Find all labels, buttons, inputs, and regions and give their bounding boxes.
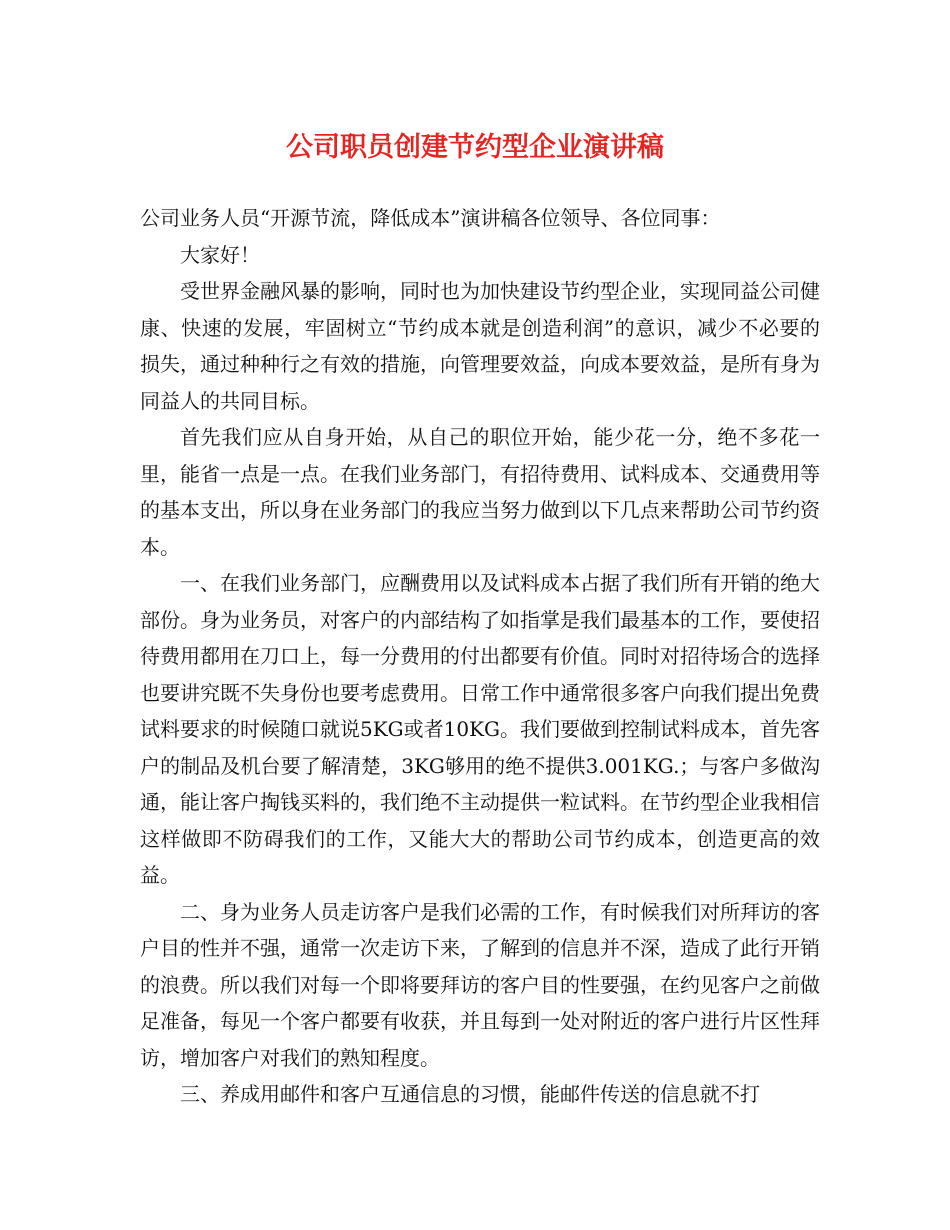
document-body	[140, 200, 820, 1113]
paragraph-point-two: 二、身为业务人员走访客户是我们必需的工作，有时候我们对所拜访的客户目的性并不强，通常一次走访下来，了解到的信息并不深，造成了此行开销的浪费。所以我们对每一个即将要拜访的客户目的性要强，在约见客户之前做足准备，每见一个客户都要有收获，并且每到一处对附近的客户进行片区性拜访，增加客户对我们的熟知程度。	[140, 899, 820, 1070]
paragraph-greeting: 大家好！	[180, 242, 260, 267]
paragraph-salutation: 公司业务人员“开源节流，降低成本”演讲稿各位领导、各位同事：	[140, 206, 721, 230]
paragraph-intro: 受世界金融风暴的影响，同时也为加快建设节约型企业，实现同益公司健康、快速的发展，牢固树立“节约成本就是创造利润”的意识，减少不必要的损失，通过种种行之有效的措施，向管理要效益，向成本要效益，是所有身为同益人的共同目标。	[140, 279, 820, 413]
paragraph-point-three: 三、养成用邮件和客户互通信息的习惯，能邮件传送的信息就不打	[180, 1082, 760, 1106]
paragraph-start-with-self: 首先我们应从自身开始，从自己的职位开始，能少花一分，绝不多花一里，能省一点是一点。在我们业务部门，有招待费用、试料成本、交通费用等的基本支出，所以身在业务部门的我应当努力做到以下几点来帮助公司节约资本。	[140, 425, 820, 559]
paragraph-point-one: 一、在我们业务部门，应酬费用以及试料成本占据了我们所有开销的绝大部份。身为业务员，对客户的内部结构了如指掌是我们最基本的工作，要使招待费用都用在刀口上，每一分费用的付出都要有价值。同时对招待场合的选择也要讲究既不失身份也要考虑费用。日常工作中通常很多客户向我们提出免费试料要求的时候随口就说5KG或者10KG。我们要做到控制试料成本，首先客户的制品及机台要了解清楚，3KG够用的绝不提供3.001KG.；与客户多做沟通，能让客户掏钱买料的，我们绝不主动提供一粒试料。在节约型企业我相信这样做即不防碍我们的工作，又能大大的帮助公司节约成本，创造更高的效益。	[140, 571, 821, 887]
document-title: 公司职员创建节约型企业演讲稿	[286, 132, 664, 163]
